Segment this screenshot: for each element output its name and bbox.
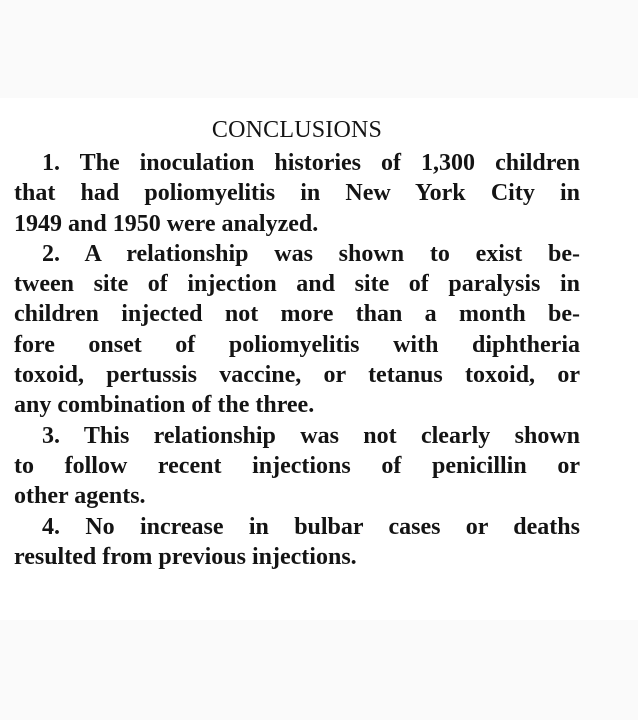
paragraph-line: toxoid, pertussis vaccine, or tetanus toxoid, or xyxy=(14,362,580,389)
paragraph-line: 1. The inoculation histories of 1,300 children xyxy=(42,150,580,176)
paragraph-line: 1949 and 1950 were analyzed. xyxy=(14,210,319,237)
paragraph-line: children injected not more than a month be- xyxy=(14,301,580,328)
paragraph-line: that had poliomyelitis in New York City in xyxy=(14,180,580,207)
conclusion-paragraph-3 xyxy=(14,421,580,512)
paragraph-line: fore onset of poliomyelitis with diphtheria xyxy=(14,331,580,358)
section-heading: CONCLUSIONS xyxy=(211,117,383,143)
paragraph-line: 3. This relationship was not clearly shown xyxy=(42,422,580,449)
paragraph-line: to follow recent injections of penicillin or xyxy=(14,452,580,479)
conclusion-paragraph-4 xyxy=(14,512,580,573)
paragraph-line: tween site of injection and site of paralysis in xyxy=(14,271,580,298)
conclusions-section xyxy=(14,116,580,572)
conclusion-paragraph-1 xyxy=(14,148,580,239)
paragraph-line: 4. No increase in bulbar cases or deaths xyxy=(42,513,580,540)
paragraph-line: other agents. xyxy=(14,483,146,510)
conclusion-paragraph-2 xyxy=(14,239,580,421)
paragraph-line: any combination of the three. xyxy=(14,392,315,419)
paragraph-line: 2. A relationship was shown to exist be- xyxy=(42,240,580,267)
paragraph-line: resulted from previous injections. xyxy=(14,543,357,570)
document-page xyxy=(0,98,638,620)
